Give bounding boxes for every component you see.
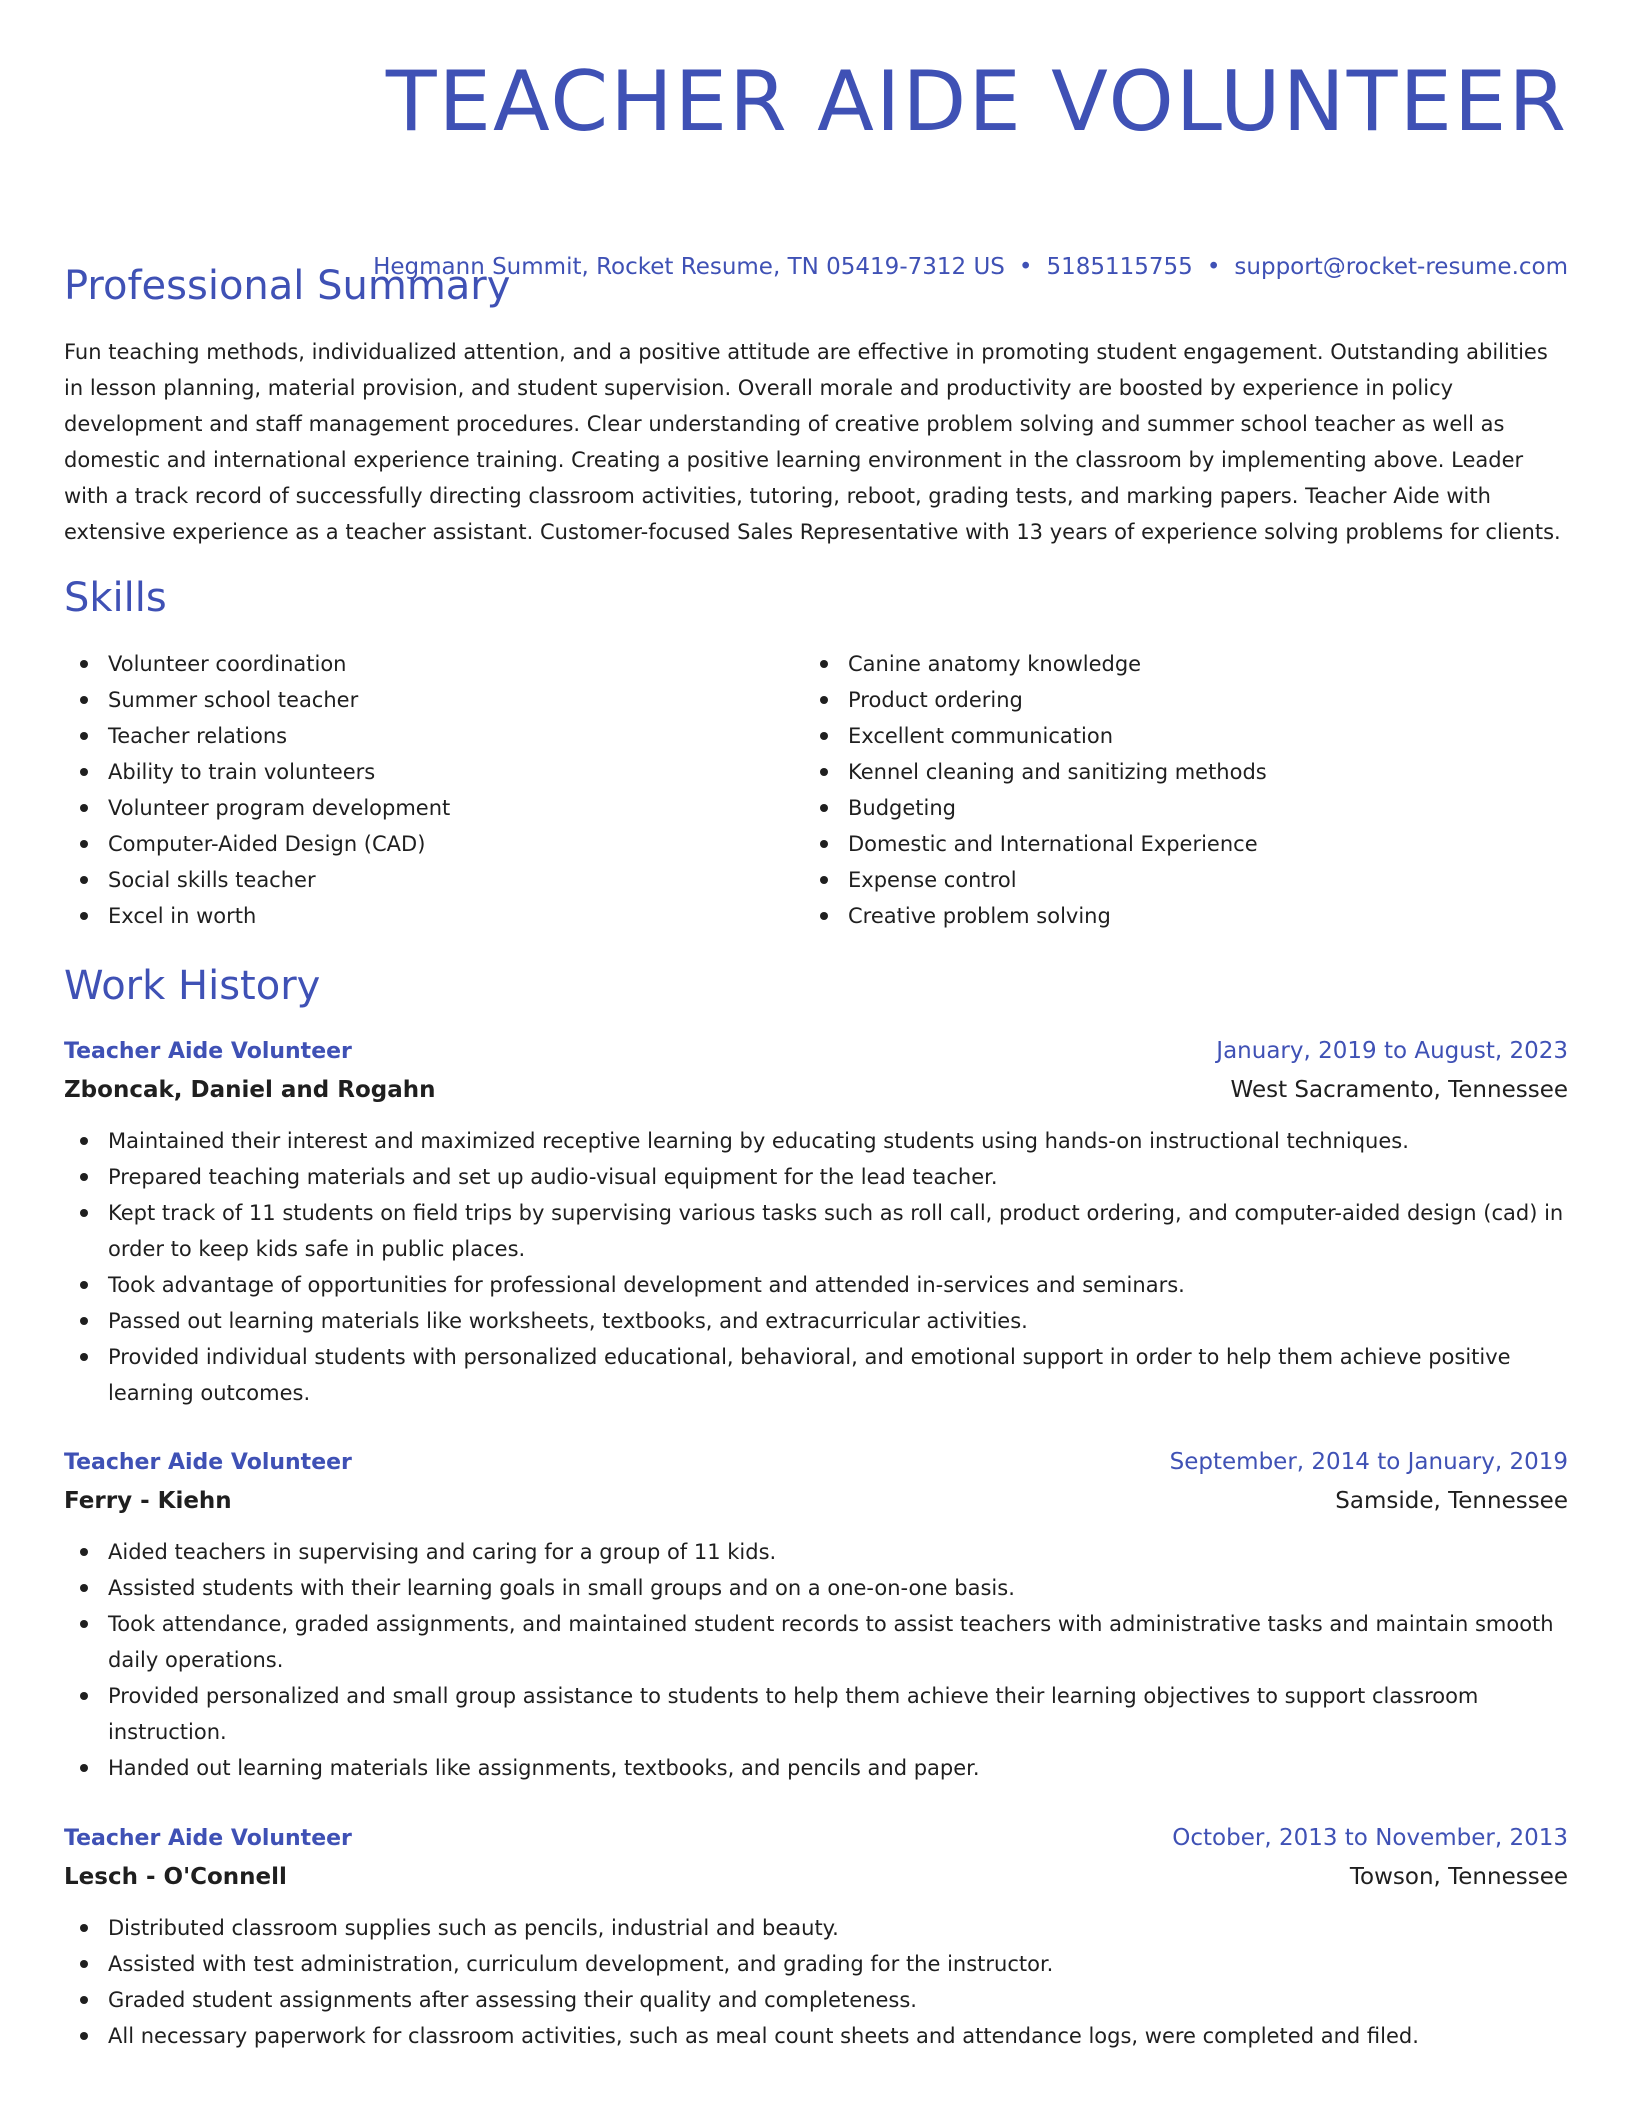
list-item: Teacher relations (64, 718, 804, 754)
list-item: Budgeting (804, 790, 1544, 826)
list-item: Took attendance, graded assignments, and maintained student records to assist teachers with administrative tasks and maintain smooth daily operations. (64, 1606, 1568, 1678)
job-entry (64, 1819, 1568, 2054)
list-item: Creative problem solving (804, 898, 1544, 934)
list-item: Handed out learning materials like assignments, textbooks, and pencils and paper. (64, 1750, 1568, 1786)
list-item: All necessary paperwork for classroom activities, such as meal count sheets and attendance logs, were completed and filed. (64, 2018, 1568, 2054)
list-item: Volunteer program development (64, 790, 804, 826)
list-item: Graded student assignments after assessing their quality and completeness. (64, 1982, 1568, 2018)
list-item: Expense control (804, 862, 1544, 898)
list-item: Prepared teaching materials and set up audio-visual equipment for the lead teacher. (64, 1159, 1568, 1195)
summary-heading: Professional Summary (64, 263, 511, 309)
skills-column-right (804, 646, 1544, 934)
job-entry (64, 1443, 1568, 1786)
job-bullets (64, 1910, 1568, 2054)
contact-email: support@rocket-resume.com (1234, 254, 1568, 280)
list-item: Kennel cleaning and sanitizing methods (804, 754, 1544, 790)
contact-phone: 5185115755 (1046, 254, 1193, 280)
skills-list (64, 646, 1568, 934)
list-item: Took advantage of opportunities for professional development and attended in-services and seminars. (64, 1267, 1568, 1303)
contact-separator: • (1206, 254, 1221, 280)
list-item: Assisted students with their learning goals in small groups and on a one-on-one basis. (64, 1570, 1568, 1606)
job-dates: October, 2013 to November, 2013 (1172, 1825, 1568, 1851)
list-item: Canine anatomy knowledge (804, 646, 1544, 682)
list-item: Provided individual students with personalized educational, behavioral, and emotional support in order to help them achieve positive learning outcomes. (64, 1339, 1568, 1411)
list-item: Excel in worth (64, 898, 804, 934)
job-location: Samside, Tennessee (1335, 1488, 1568, 1514)
list-item: Product ordering (804, 682, 1544, 718)
job-dates: September, 2014 to January, 2019 (1169, 1449, 1568, 1475)
list-item: Domestic and International Experience (804, 826, 1544, 862)
list-item: Ability to train volunteers (64, 754, 804, 790)
job-location: Towson, Tennessee (1349, 1864, 1568, 1890)
job-bullets (64, 1123, 1568, 1411)
list-item: Distributed classroom supplies such as pencils, industrial and beauty. (64, 1910, 1568, 1946)
list-item: Kept track of 11 students on field trips by supervising various tasks such as roll call, product ordering, and computer-aided design (cad) in order to keep kids safe in public places. (64, 1195, 1568, 1267)
list-item: Social skills teacher (64, 862, 804, 898)
list-item: Computer-Aided Design (CAD) (64, 826, 804, 862)
work-history-heading: Work History (64, 963, 321, 1009)
list-item: Maintained their interest and maximized receptive learning by educating students using hands-on instructional techniques. (64, 1123, 1568, 1159)
job-dates: January, 2019 to August, 2023 (1216, 1038, 1568, 1064)
job-location: West Sacramento, Tennessee (1230, 1077, 1568, 1103)
skills-column-left (64, 646, 804, 934)
list-item: Passed out learning materials like worksheets, textbooks, and extracurricular activities. (64, 1303, 1568, 1339)
job-company: Zboncak, Daniel and Rogahn (64, 1077, 436, 1103)
skills-heading: Skills (64, 575, 167, 621)
summary-text: Fun teaching methods, individualized attention, and a positive attitude are effective in promoting student engagement. Outstanding abilities in lesson planning, material provision, and student supervision. Overall morale and productivity are boosted by experience in policy development and staff management procedures. Clear understanding of creative problem solving and summer school teacher as well as domestic and international experience training. Creating a positive learning environment in the classroom by implementing above. Leader with a track record of successfully directing classroom activities, tutoring, reboot, grading tests, and marking papers. Teacher Aide with extensive experience as a teacher assistant. Customer-focused Sales Representative with 13 years of experience solving problems for clients. (64, 340, 1561, 544)
list-item: Volunteer coordination (64, 646, 804, 682)
job-title: Teacher Aide Volunteer (64, 1826, 352, 1851)
contact-line (373, 252, 1568, 282)
job-bullets (64, 1534, 1568, 1786)
job-title: Teacher Aide Volunteer (64, 1039, 352, 1064)
contact-separator: • (1018, 254, 1033, 280)
resume-name: TEACHER AIDE VOLUNTEER (385, 53, 1568, 150)
contact-address: Hegmann Summit, Rocket Resume, TN 05419-7312 US (373, 254, 1005, 280)
list-item: Summer school teacher (64, 682, 804, 718)
list-item: Aided teachers in supervising and caring for a group of 11 kids. (64, 1534, 1568, 1570)
job-company: Lesch - O'Connell (64, 1864, 287, 1890)
list-item: Excellent communication (804, 718, 1544, 754)
job-company: Ferry - Kiehn (64, 1488, 232, 1514)
list-item: Provided personalized and small group assistance to students to help them achieve their learning objectives to support classroom instruction. (64, 1678, 1568, 1750)
job-entry (64, 1032, 1568, 1411)
job-title: Teacher Aide Volunteer (64, 1450, 352, 1475)
list-item: Assisted with test administration, curriculum development, and grading for the instructor. (64, 1946, 1568, 1982)
